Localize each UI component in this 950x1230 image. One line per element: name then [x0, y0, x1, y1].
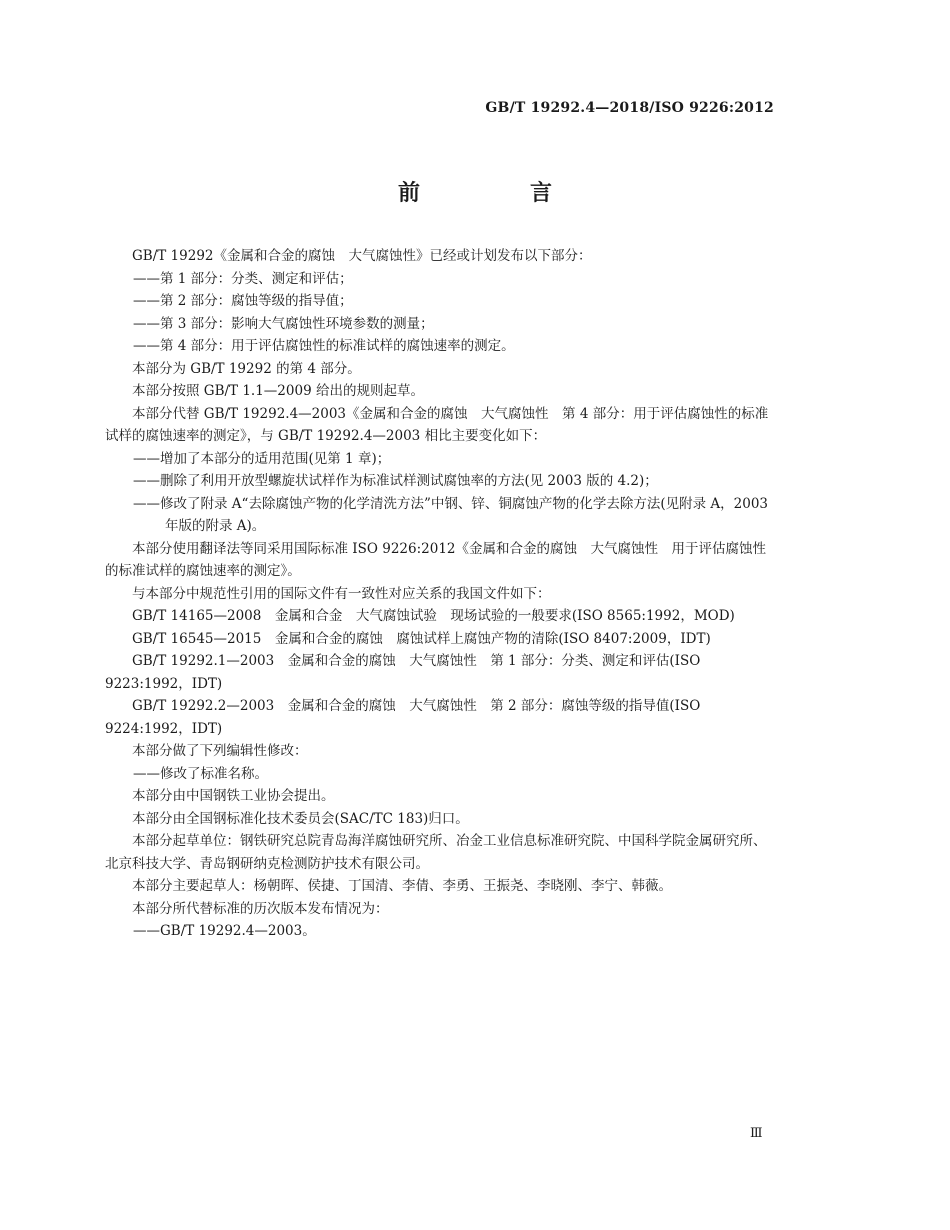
paragraph: 本部分由全国钢标准化技术委员会(SAC/TC 183)归口。: [132, 810, 469, 827]
paragraph: 本部分主要起草人：杨朝晖、侯捷、丁国清、李倩、李勇、王振尧、李晓刚、李宁、韩薇。: [132, 878, 672, 894]
page-number: Ⅲ: [750, 1126, 763, 1141]
paragraph: 本部分按照 GB/T 1.1—2009 给出的规则起草。: [132, 383, 424, 399]
list-item: ——修改了附录 A“去除腐蚀产物的化学清洗方法”中钢、锌、铜腐蚀产物的化学去除方法(见附录 A，2003 年版的附录 A)。: [133, 495, 769, 534]
foreword-body: [105, 245, 775, 943]
list-item: ——第 4 部分：用于评估腐蚀性的标准试样的腐蚀速率的测定。: [133, 338, 515, 354]
list-item: ——删除了利用开放型螺旋状试样作为标准试样测试腐蚀率的方法(见 2003 版的 4.2)；: [133, 473, 658, 489]
list-item: ——增加了本部分的适用范围(见第 1 章)；: [133, 450, 391, 467]
paragraph: 与本部分中规范性引用的国际文件有一致性对应关系的我国文件如下：: [132, 585, 551, 602]
page-title: 前 言: [397, 180, 596, 206]
paragraph: 本部分起草单位：钢铁研究总院青岛海洋腐蚀研究所、冶金工业信息标准研究院、中国科学院金属研究所、北京科技大学、青岛钢研纳克检测防护技术有限公司。: [105, 833, 767, 872]
document-header: GB/T 19292.4—2018/ISO 9226:2012: [485, 100, 774, 116]
list-item: ——修改了标准名称。: [133, 765, 268, 782]
reference-item: GB/T 19292.1—2003 金属和合金的腐蚀 大气腐蚀性 第 1 部分：分类、测定和评估(ISO 9223:1992，IDT): [105, 653, 701, 692]
paragraph: 本部分做了下列编辑性修改：: [132, 743, 308, 759]
paragraph: 本部分为 GB/T 19292 的第 4 部分。: [132, 360, 361, 377]
paragraph: 本部分使用翻译法等同采用国际标准 ISO 9226:2012《金属和合金的腐蚀 大气腐蚀性 用于评估腐蚀性的标准试样的腐蚀速率的测定》。: [105, 540, 766, 579]
paragraph: 本部分所代替标准的历次版本发布情况为：: [132, 900, 389, 917]
list-item: ——第 3 部分：影响大气腐蚀性环境参数的测量；: [133, 315, 434, 332]
paragraph: GB/T 19292《金属和合金的腐蚀 大气腐蚀性》已经或计划发布以下部分：: [132, 248, 592, 264]
reference-item: GB/T 19292.2—2003 金属和合金的腐蚀 大气腐蚀性 第 2 部分：腐蚀等级的指导值(ISO 9224:1992，IDT): [105, 698, 701, 737]
list-item: ——GB/T 19292.4—2003。: [133, 923, 316, 939]
reference-item: GB/T 16545—2015 金属和合金的腐蚀 腐蚀试样上腐蚀产物的清除(ISO 8407:2009，IDT): [132, 630, 711, 647]
reference-item: GB/T 14165—2008 金属和合金 大气腐蚀试验 现场试验的一般要求(ISO 8565:1992，MOD): [132, 608, 735, 624]
list-item: ——第 1 部分：分类、测定和评估；: [133, 270, 353, 287]
paragraph: 本部分代替 GB/T 19292.4—2003《金属和合金的腐蚀 大气腐蚀性 第 4 部分：用于评估腐蚀性的标准试样的腐蚀速率的测定》，与 GB/T 19292.4—2003 相比主要变化如下：: [105, 405, 769, 444]
list-item: ——第 2 部分：腐蚀等级的指导值；: [133, 293, 353, 309]
paragraph: 本部分由中国钢铁工业协会提出。: [132, 788, 335, 804]
